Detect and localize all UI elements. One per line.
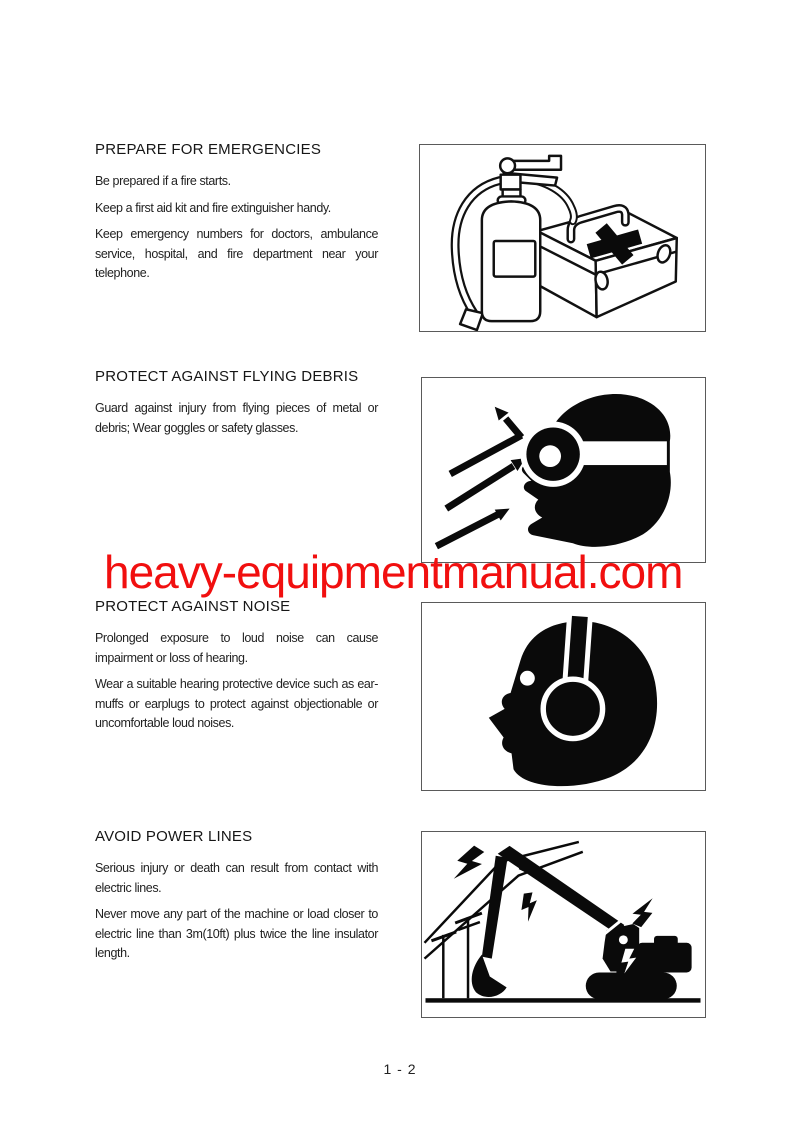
goggled-face-flying-debris-illustration — [422, 378, 705, 562]
watermark-text: heavy-equipmentmanual.com — [104, 546, 683, 598]
section-protect-against-noise — [95, 598, 378, 734]
illustration-frame-noise — [421, 602, 706, 791]
goggled-head-icon — [520, 394, 670, 547]
section-prepare-for-emergencies — [95, 141, 378, 284]
section-paragraph: Serious injury or death can result from contact with electric lines. — [95, 861, 378, 895]
ear-muff-cup — [543, 679, 602, 738]
illustration-frame-flying-debris — [421, 377, 706, 563]
illustration-frame-power-lines — [421, 831, 706, 1018]
operator-head — [619, 935, 628, 944]
page-number: 1 - 2 — [383, 1061, 417, 1077]
spark-white-left — [585, 931, 607, 943]
section-heading: PREPARE FOR EMERGENCIES — [95, 141, 322, 158]
section-paragraph: Prolonged exposure to loud noise can cause impairment or loss of hearing. — [95, 631, 378, 665]
section-paragraph: Keep emergency numbers for doctors, ambulance service, hospital, and fire department near your telephone. — [95, 227, 378, 280]
excavator-tracks — [586, 972, 677, 999]
section-protect-against-flying-debris — [95, 368, 378, 438]
section-heading: PROTECT AGAINST NOISE — [95, 598, 291, 615]
section-paragraph: Guard against injury from flying pieces of metal or debris; Wear goggles or safety glasses. — [95, 401, 378, 435]
section-paragraph: Be prepared if a fire starts. — [95, 174, 231, 188]
section-heading: PROTECT AGAINST FLYING DEBRIS — [95, 368, 359, 385]
section-paragraph: Never move any part of the machine or load closer to electric line than 3m(10ft) plus twice the line insulator length. — [95, 907, 378, 960]
ear-muffs-head-icon — [489, 613, 657, 786]
first-aid-kit-icon — [537, 208, 676, 317]
section-heading: AVOID POWER LINES — [95, 828, 253, 845]
section-avoid-power-lines — [95, 828, 378, 964]
section-paragraph: Wear a suitable hearing protective device such as ear-muffs or earplugs to protect against objectionable or uncomfortable loud noises. — [95, 677, 378, 730]
section-paragraph: Keep a first aid kit and fire extinguisher handy. — [95, 200, 331, 215]
fire-extinguisher-and-first-aid-kit-illustration — [420, 145, 705, 331]
eye-dot — [520, 671, 535, 686]
illustration-frame-emergencies — [419, 144, 706, 332]
debris-arrows-icon — [436, 407, 525, 546]
excavator-icon — [472, 846, 692, 999]
ear-muffs-head-illustration — [422, 603, 705, 790]
excavator-power-lines-illustration — [422, 832, 705, 1017]
